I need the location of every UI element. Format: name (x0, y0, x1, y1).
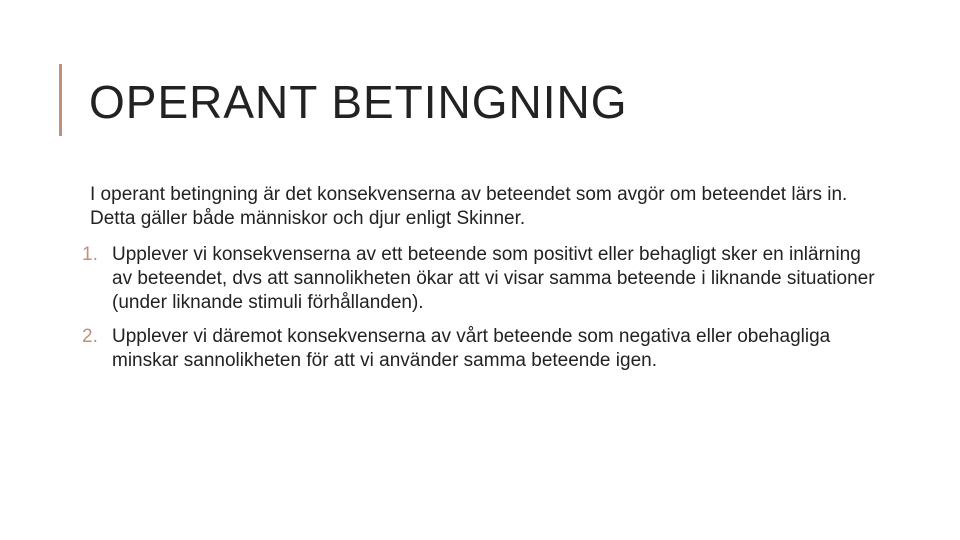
list-item (82, 325, 880, 373)
slide-title: OPERANT BETINGNING (89, 76, 628, 128)
list-item-number: 2. (82, 326, 98, 347)
intro-paragraph: I operant betingning är det konsekvenserna av beteendet som avgör om beteendet lärs in. Detta gäller både människor och djur enligt Skinner. (90, 184, 848, 229)
list-item (82, 243, 880, 315)
slide-content (82, 183, 880, 383)
numbered-list (82, 243, 880, 373)
list-item-number: 1. (82, 244, 98, 265)
list-item-text: Upplever vi konsekvenserna av ett beteende som positivt eller behagligt sker en inlärning av beteendet, dvs att sannolikheten ökar att vi visar samma beteende i liknande situationer (under liknande stimuli förhållanden). (112, 244, 875, 313)
title-accent-bar (59, 64, 62, 136)
list-item-text: Upplever vi däremot konsekvenserna av vårt beteende som negativa eller obehagliga minskar sannolikheten för att vi använder samma beteende igen. (112, 326, 831, 371)
